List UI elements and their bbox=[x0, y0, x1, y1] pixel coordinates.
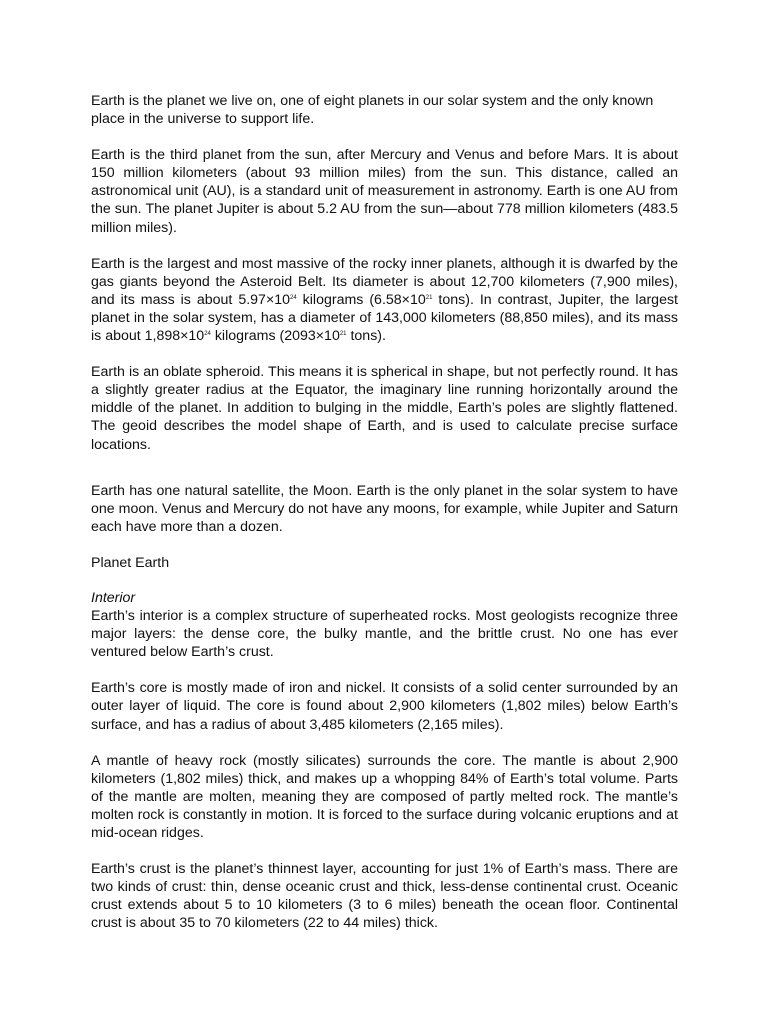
mass-exponent-3: 24 bbox=[204, 331, 211, 338]
crust-paragraph: Earth’s crust is the planet’s thinnest layer, accounting for just 1% of Earth’s mass. There are two kinds of crust: thin, dense oceanic crust and thick, less-dense continental crust. Oceanic crust extends about 5 to 10 kilometers (3 to 6 miles) beneath the ocean floor. Continental crust is about 35 to 70 kilometers (22 to 44 miles) thick. bbox=[91, 861, 678, 932]
mass-text-5: tons). bbox=[346, 328, 386, 345]
core-paragraph: Earth’s core is mostly made of iron and nickel. It consists of a solid center surrounded by an outer layer of liquid. The core is found about 2,900 kilometers (1,802 miles) below Earth’s surface, and has a radius of about 3,485 kilometers (2,165 miles). bbox=[91, 680, 678, 733]
mantle-paragraph: A mantle of heavy rock (mostly silicates) surrounds the core. The mantle is about 2,900 kilometers (1,802 miles) thick, and makes up a whopping 84% of Earth’s total volume. Parts of the mantle are molten, meaning they are composed of partly melted rock. The mantle’s molten rock is constantly in motion. It is forced to the surface during volcanic eruptions and at mid-ocean ridges. bbox=[91, 752, 678, 841]
document-page bbox=[91, 92, 678, 932]
mass-text-2: kilograms (6.58×10 bbox=[296, 291, 426, 308]
distance-paragraph: Earth is the third planet from the sun, after Mercury and Venus and before Mars. It is about 150 million kilometers (about 93 million miles) from the sun. This distance, called an astronomical unit (AU), is a standard unit of measurement in astronomy. Earth is one AU from the sun. The planet Jupiter is about 5.2 AU from the sun—about 778 million kilometers (483.5 million miles). bbox=[91, 147, 678, 236]
mass-text-3: tons). In contrast, Jupiter, the largest planet in the solar system, has a diameter of 143,000 kilometers (88,850 miles), and its mass is about 1,898×10 bbox=[91, 291, 678, 345]
shape-paragraph: Earth is an oblate spheroid. This means it is spherical in shape, but not perfectly round. It has a slightly greater radius at the Equator, the imaginary line running horizontally around the middle of the planet. In addition to bulging in the middle, Earth’s poles are slightly flattened. The geoid describes the model shape of Earth, and is used to calculate precise surface locations. bbox=[91, 364, 678, 453]
mass-paragraph bbox=[91, 255, 678, 345]
mass-exponent-2: 21 bbox=[425, 294, 433, 301]
section-title: Planet Earth bbox=[91, 554, 170, 571]
mass-exponent-4: 21 bbox=[339, 331, 347, 338]
interior-paragraph: Earth’s interior is a complex structure of superheated rocks. Most geologists recognize three major layers: the dense core, the bulky mantle, and the brittle crust. No one has ever ventured below Earth’s crust. bbox=[91, 608, 678, 661]
moon-paragraph: Earth has one natural satellite, the Moon. Earth is the only planet in the solar system to have one moon. Venus and Mercury do not have any moons, for example, while Jupiter and Saturn each have more than a dozen. bbox=[91, 482, 678, 535]
mass-text-4: kilograms (2093×10 bbox=[210, 328, 340, 345]
intro-paragraph: Earth is the planet we live on, one of eight planets in our solar system and the only known place in the universe to support life. bbox=[91, 93, 654, 128]
mass-text-1: Earth is the largest and most massive of the rocky inner planets, although it is dwarfed by the gas giants beyond the Asteroid Belt. Its diameter is about 12,700 kilometers (7,900 miles), and its mass is about 5.97×10 bbox=[91, 255, 678, 308]
interior-heading: Interior bbox=[91, 589, 136, 606]
mass-exponent-1: 24 bbox=[290, 294, 297, 301]
